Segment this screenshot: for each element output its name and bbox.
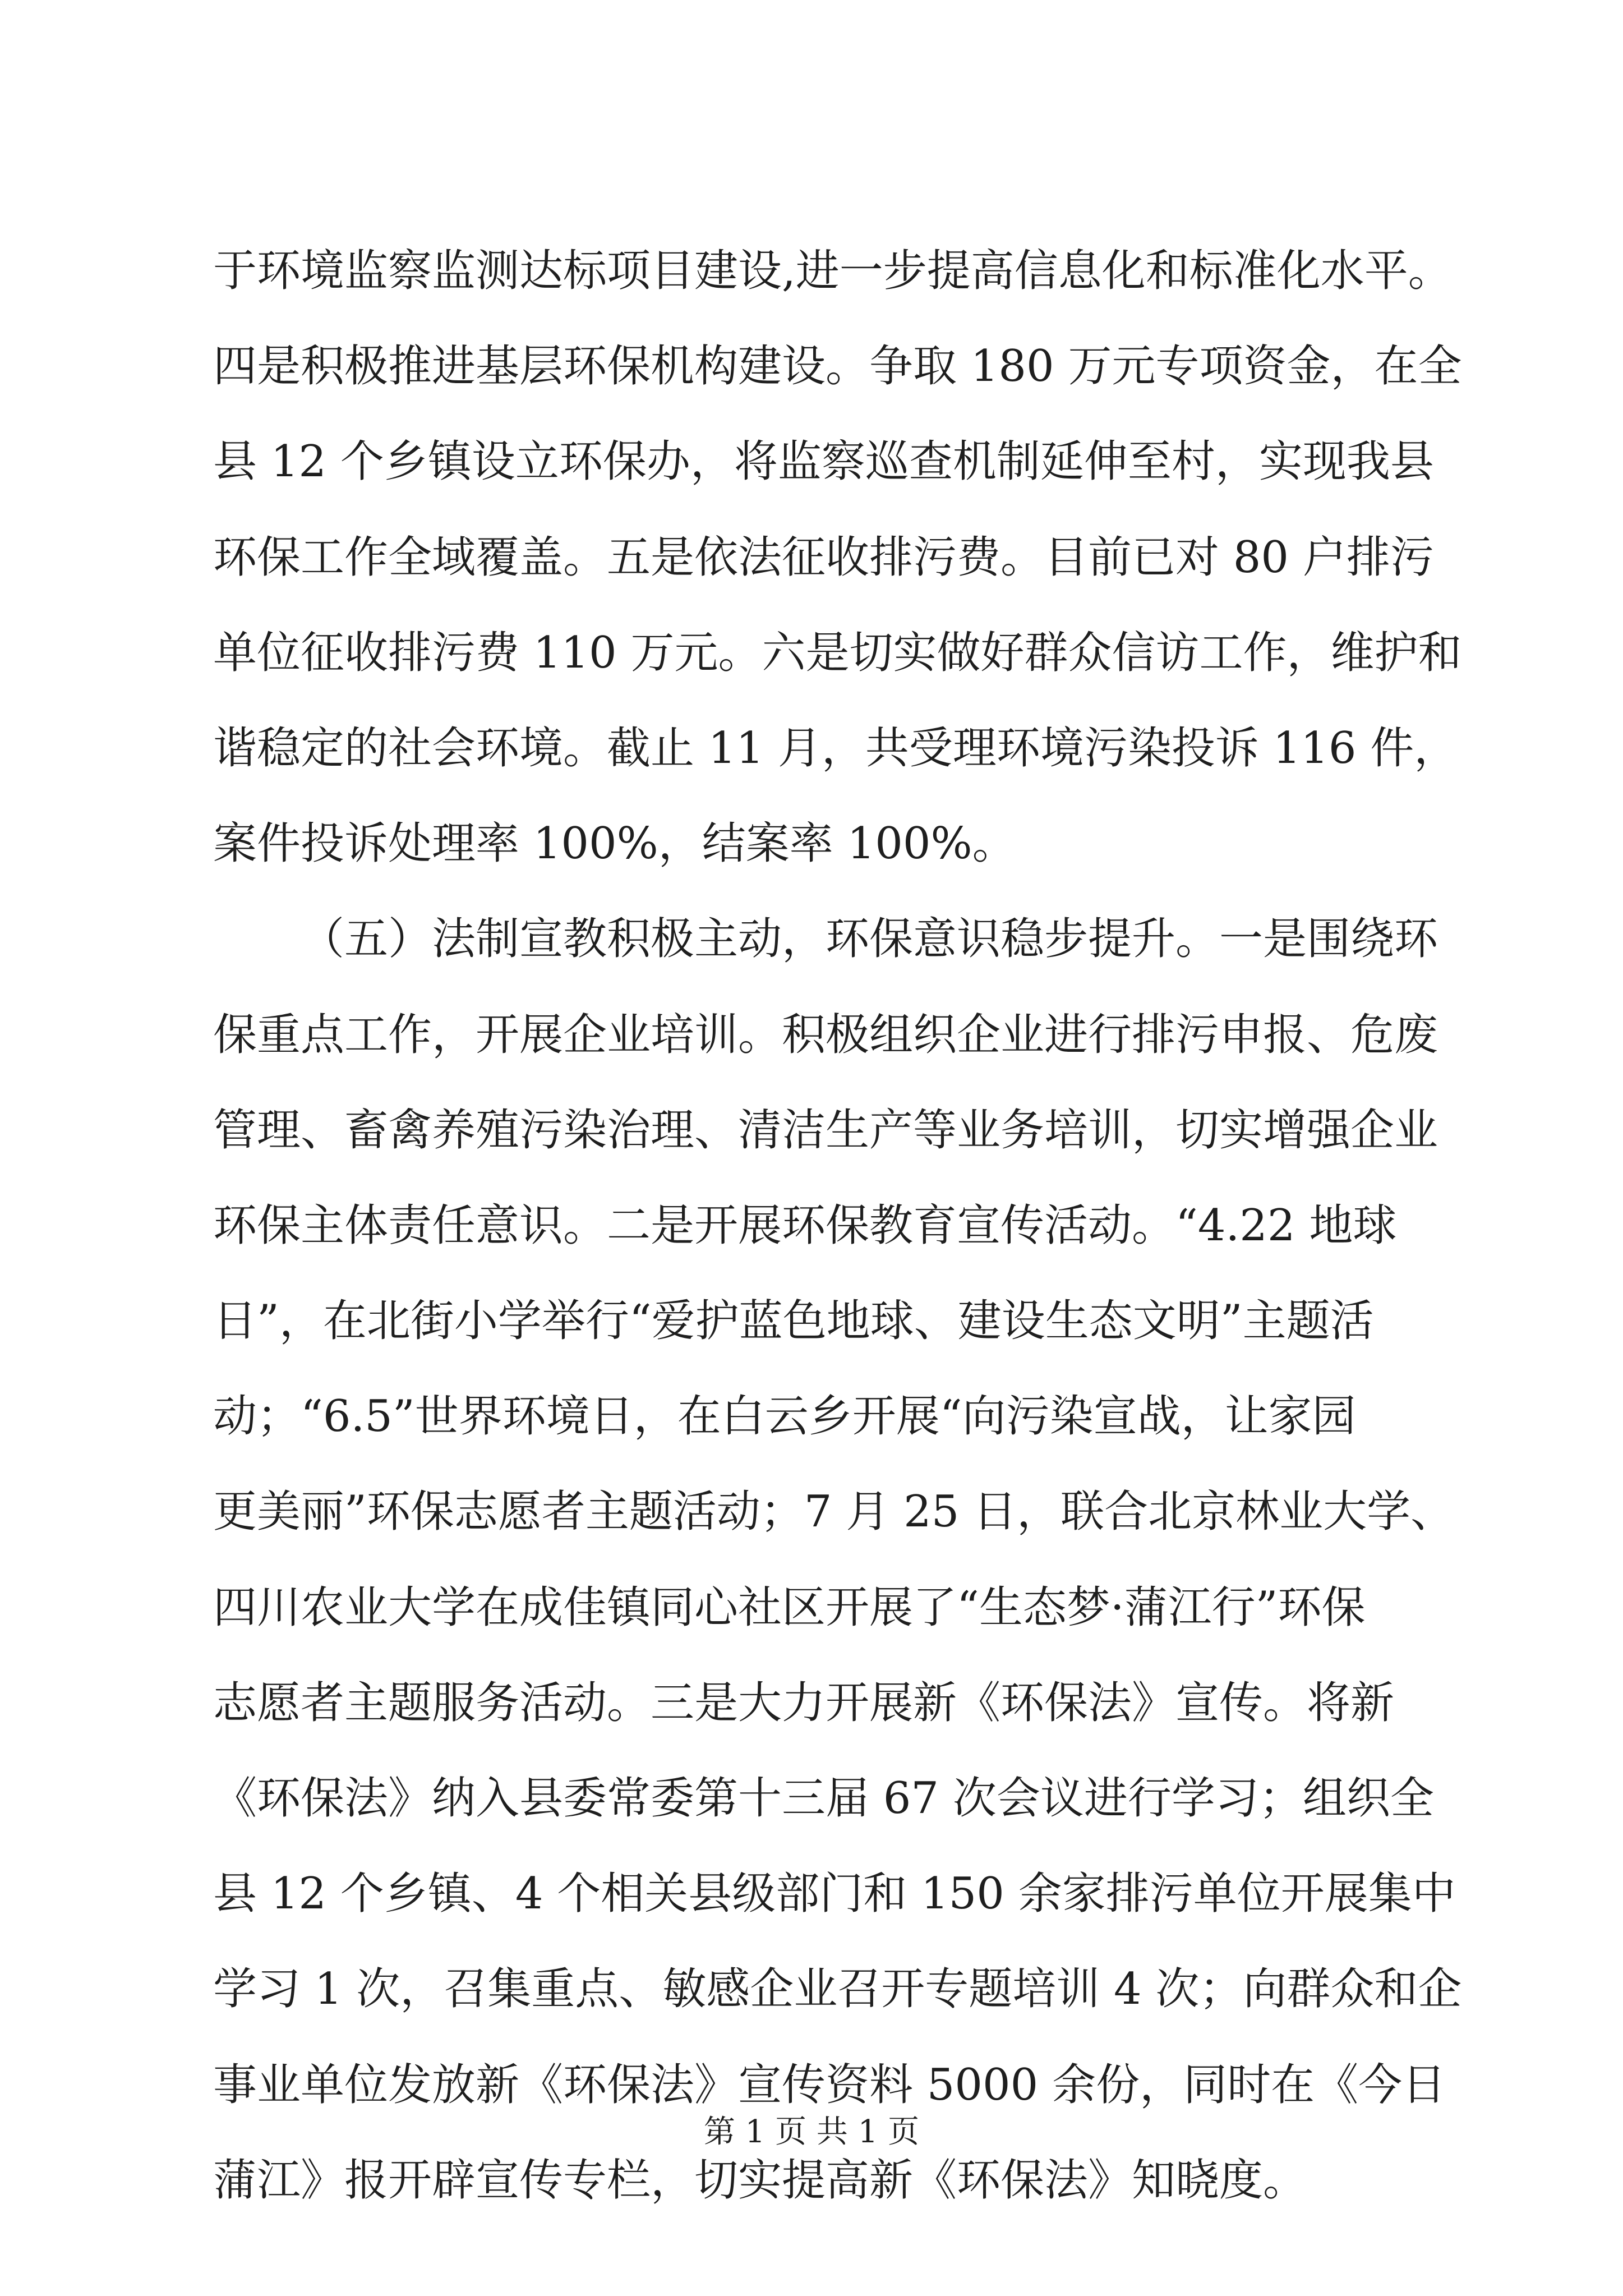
text-line: 学习 1 次，召集重点、敏感企业召开专题培训 4 次；向群众和企	[213, 1964, 1462, 2015]
text-line: 《环保法》纳入县委常委第十三届 67 次会议进行学习；组织全	[213, 1773, 1434, 1824]
page-footer	[0, 2107, 1623, 2152]
text-line: 四川农业大学在成佳镇同心社区开展了“生态梦·蒲江行”环保	[213, 1582, 1366, 1633]
text-line: 事业单位发放新《环保法》宣传资料 5000 余份，同时在《今日	[213, 2059, 1446, 2110]
text-line: 保重点工作，开展企业培训。积极组织企业进行排污申报、危废	[213, 1009, 1438, 1060]
text-line: 志愿者主题服务活动。三是大力开展新《环保法》宣传。将新	[213, 1677, 1395, 1728]
text-line: 管理、畜禽养殖污染治理、清洁生产等业务培训，切实增强企业	[213, 1105, 1438, 1156]
text-line: 案件投诉处理率 100%，结案率 100%。	[213, 818, 1016, 869]
text-line: 蒲江》报开辟宣传专栏，切实提高新《环保法》知晓度。	[213, 2155, 1307, 2206]
text-line: 单位征收排污费 110 万元。六是切实做好群众信访工作，维护和	[213, 627, 1462, 678]
body-text	[213, 223, 1469, 2228]
page-number: 第 1 页 共 1 页	[703, 2114, 920, 2150]
section-heading-line: （五）法制宣教积极主动，环保意识稳步提升。一是围绕环	[301, 914, 1438, 965]
text-line: 日”，在北街小学举行“爱护蓝色地球、建设生态文明”主题活	[213, 1296, 1374, 1347]
text-line: 环保主体责任意识。二是开展环保教育宣传活动。“4.22 地球	[213, 1200, 1397, 1251]
text-line: 县 12 个乡镇、4 个相关县级部门和 150 余家排污单位开展集中	[213, 1869, 1456, 1920]
text-line: 动；“6.5”世界环境日，在白云乡开展“向污染宣战，让家园	[213, 1391, 1356, 1442]
text-line: 更美丽”环保志愿者主题活动；7 月 25 日，联合北京林业大学、	[213, 1487, 1455, 1538]
text-line: 四是积极推进基层环保机构建设。争取 180 万元专项资金，在全	[213, 341, 1462, 392]
text-line: 谐稳定的社会环境。截止 11 月，共受理环境污染投诉 116 件，	[213, 723, 1458, 774]
text-line: 于环境监察监测达标项目建设,进一步提高信息化和标准化水平。	[213, 246, 1452, 296]
text-line: 环保工作全域覆盖。五是依法征收排污费。目前已对 80 户排污	[213, 532, 1434, 583]
text-line: 县 12 个乡镇设立环保办，将监察巡查机制延伸至村，实现我县	[213, 436, 1434, 487]
